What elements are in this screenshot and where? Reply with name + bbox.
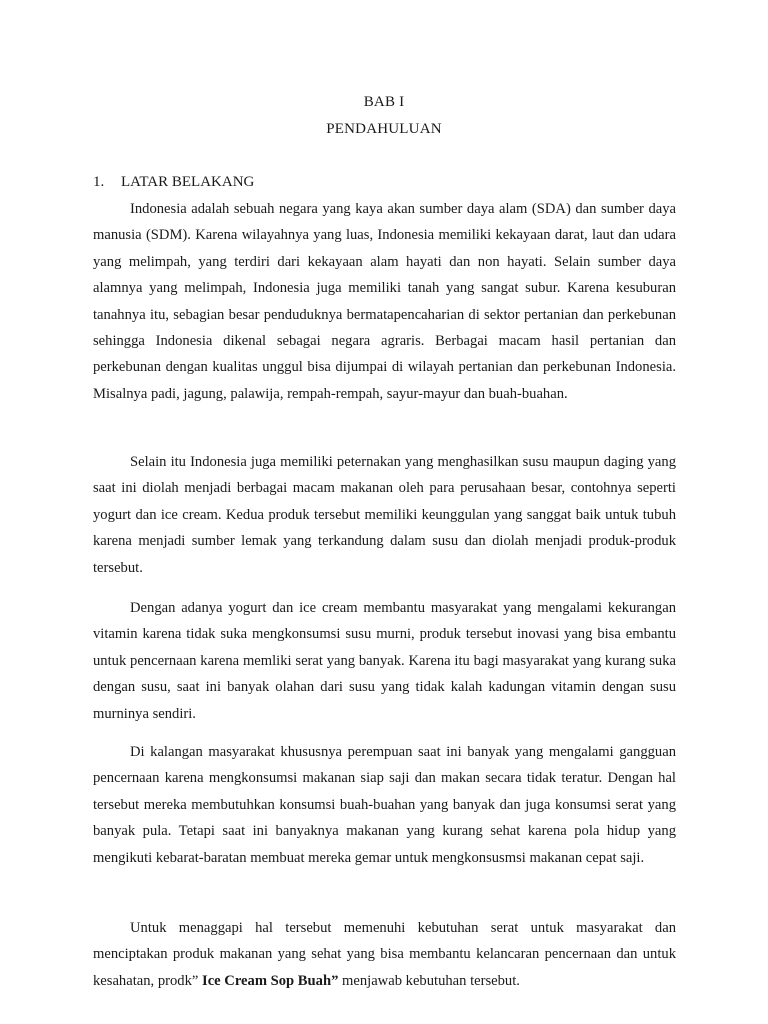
section-heading — [93, 173, 254, 191]
paragraph-5-text-before: Untuk menaggapi hal tersebut memenuhi kebutuhan serat untuk masyarakat dan menciptakan produk makanan yang sehat yang bisa membantu kelancaran pencernaan dan untuk kesahatan, prodk” — [93, 920, 676, 989]
product-name: Ice Cream Sop Buah” — [202, 972, 339, 989]
paragraph-3: Dengan adanya yogurt dan ice cream membantu masyarakat yang mengalami kekurangan vitamin karena tidak suka mengkonsumsi susu murni, produk tersebut inovasi yang bisa embantu untuk pencernaan karena memliki serat yang banyak. Karena itu bagi masyarakat yang kurang suka dengan susu, saat ini banyak olahan dari susu yang tidak kalah kadungan vitamin dengan susu murninya sendiri. — [93, 600, 676, 722]
paragraph-5-text-after: menjawab kebutuhan tersebut. — [338, 972, 520, 989]
paragraph-1: Indonesia adalah sebuah negara yang kaya akan sumber daya alam (SDA) dan sumber daya manusia (SDM). Karena wilayahnya yang luas, Indonesia memiliki kekayaan darat, laut dan udara yang melimpah, yang terdiri dari kekayaan alam hayati dan non hayati. Selain sumber daya alamnya yang melimpah, Indonesia juga memiliki tanah yang sangat subur. Karena kesuburan tanahnya itu, sebagian besar penduduknya bermatapencaharian di sektor pertanian dan perkebunan sehingga Indonesia dikenal sebagai negara agraris. Berbagai macam hasil pertanian dan perkebunan dengan kualitas unggul bisa dijumpai di wilayah pertanian dan perkebunan Indonesia. Misalnya padi, jagung, palawija, rempah-rempah, sayur-mayur dan buah-buahan. — [93, 201, 676, 402]
section-title: LATAR BELAKANG — [121, 174, 255, 190]
paragraph-2: Selain itu Indonesia juga memiliki peternakan yang menghasilkan susu maupun daging yang saat ini diolah menjadi berbagai macam makanan oleh para perusahaan besar, contohnya seperti yogurt dan ice cream. Kedua produk tersebut memiliki keunggulan yang sanggat baik untuk tubuh karena menjadi sumber lemak yang terkandung dalam susu dan diolah menjadi produk-produk tersebut. — [93, 454, 676, 576]
chapter-title: PENDAHULUAN — [326, 121, 442, 137]
chapter-heading: BAB I — [363, 94, 405, 110]
paragraph-5 — [93, 915, 676, 994]
section-number: 1. — [93, 174, 105, 190]
paragraph-4: Di kalangan masyarakat khususnya perempuan saat ini banyak yang mengalami gangguan pencernaan karena mengkonsumsi makanan siap saji dan makan secara tidak teratur. Dengan hal tersebut mereka membutuhkan konsumsi buah-buahan yang banyak dan juga konsumsi serat yang banyak pula. Tetapi saat ini banyaknya makanan yang kurang sehat karena pola hidup yang mengikuti kebarat-baratan membuat mereka gemar untuk mengkonsusmsi makanan cepat saji. — [93, 744, 676, 866]
